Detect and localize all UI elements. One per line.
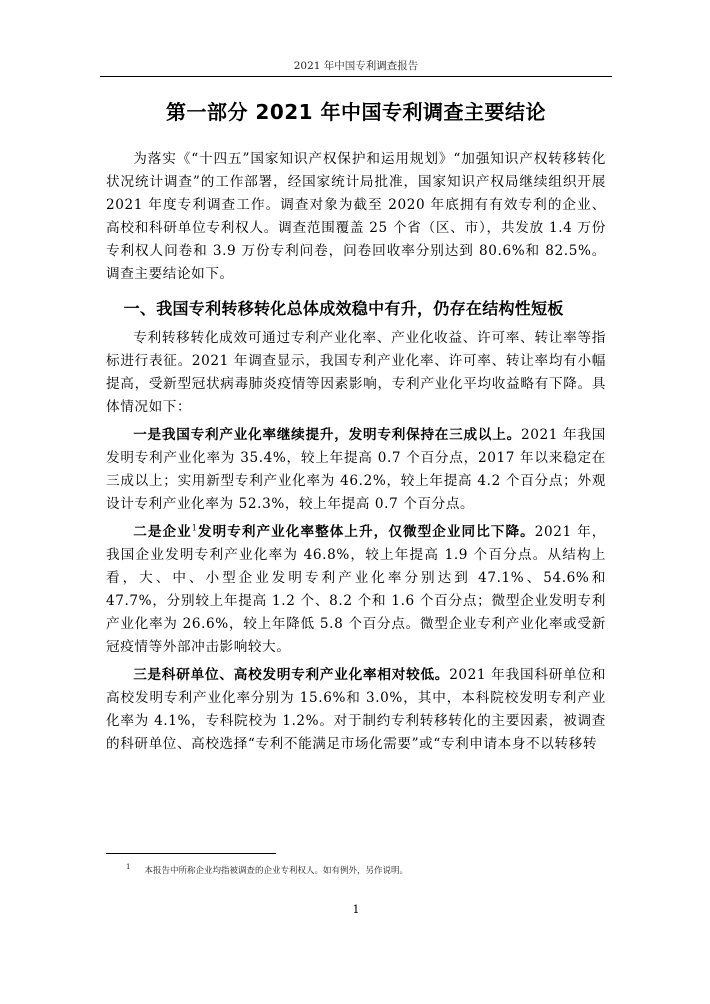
finding-lead: 三是科研单位、高校发明专利产业化率相对较低。: [133, 667, 450, 683]
header-divider: [100, 76, 612, 77]
finding-paragraph-2: [106, 521, 606, 659]
footnote-reference[interactable]: 1: [191, 523, 198, 533]
finding-paragraph-1: [106, 424, 606, 516]
section-heading: 一、我国专利转移转化总体成效稳中有升，仍存在结构性短板: [123, 299, 564, 318]
intro-paragraph: 为落实《“十四五”国家知识产权保护和运用规划》“加强知识产权转移转化状况统计调查”的工作部署，经国家统计局批准，国家知识产权局继续组织开展 2021 年度专利调查工作。调查对象为截至 2020 年底拥有有效专利的企业、高校和科研单位专利权人。调查范围覆盖 25 个省（区、市），共发放 1.4 万份专利权人问卷和 3.9 万份专利问卷，问卷回收率分别达到 80.6%和 82.5%。调查主要结论如下。: [106, 151, 606, 282]
finding-paragraph-3: [106, 664, 606, 756]
page-number: 1: [352, 903, 360, 916]
running-header: 2021 年中国专利调查报告: [293, 60, 419, 72]
finding-body: 2021 年我国发明专利产业化率为 35.4%，较上年提高 0.7 个百分点，2017 年以来稳定在三成以上；实用新型专利产业化率为 46.2%，较上年提高 4.2 个百分点；外观设计专利产业化率为 52.3%，较上年提高 0.7 个百分点。: [106, 427, 607, 512]
page-title: 第一部分 2021 年中国专利调查主要结论: [165, 100, 547, 124]
body-content: [106, 148, 606, 756]
overview-paragraph: 专利转移转化成效可通过专利产业化率、产业化收益、许可率、转让率等指标进行表征。2021 年调查显示，我国专利产业化率、许可率、转让率均有小幅提高，受新型冠状病毒肺炎疫情等因素影响，专利产业化平均收益略有下降。具体情况如下：: [106, 330, 606, 415]
finding-lead-cont: 发明专利产业化率整体上升，仅微型企业同比下降。: [197, 524, 535, 540]
footnote-divider: [106, 853, 276, 854]
finding-body: 2021 年，我国企业发明专利产业化率为 46.8%，较上年提高 1.9 个百分点。从结构上看，大、中、小型企业发明专利产业化率分别达到 47.1%、54.6%和 47.7%，分别较上年提高 1.2 个、8.2 个和 1.6 个百分点；微型企业发明专利产业化率为 26.6%，较上年降低 5.8 个百分点。微型企业专利产业化率或受新冠疫情等外部冲击影响较大。: [106, 524, 606, 655]
footnote-text: 本报告中所称企业均指被调查的企业专利权人。如有例外，另作说明。: [144, 865, 408, 876]
footnote-mark: 1: [126, 863, 131, 871]
footnote: [106, 860, 606, 878]
finding-body: 2021 年我国科研单位和高校发明专利产业化率分别为 15.6%和 3.0%，其中，本科院校发明专利产业化率为 4.1%，专科院校为 1.2%。对于制约专利转移转化的主要因素，被调查的科研单位、高校选择“专利不能满足市场化需要”或“专利申请本身不以转移转: [106, 667, 607, 752]
finding-lead: 一是我国专利产业化率继续提升，发明专利保持在三成以上。: [133, 427, 521, 443]
finding-lead: 二是企业: [133, 524, 192, 540]
